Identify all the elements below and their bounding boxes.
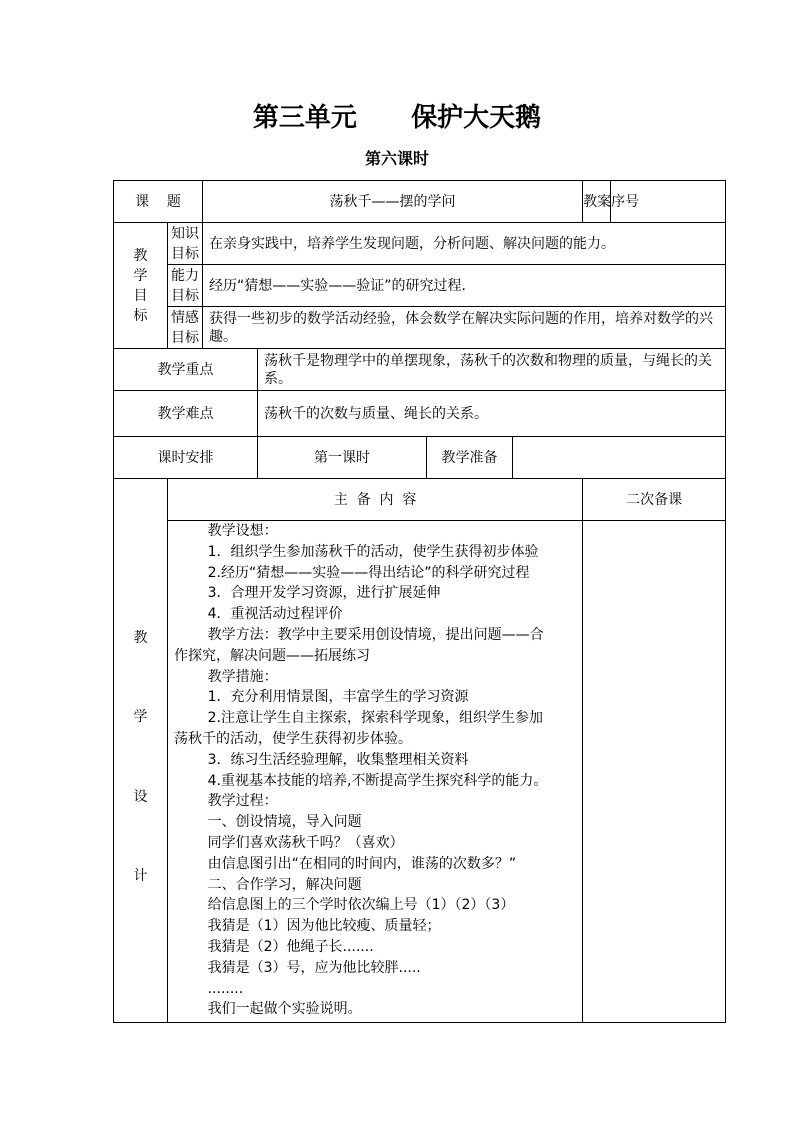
main-content-header-text: 主 备 内 容	[333, 491, 417, 508]
goal-row-ability	[114, 265, 726, 307]
design-line: 1．组织学生参加荡秋千的活动，使学生获得初步体验	[207, 543, 539, 560]
goals-side-char: 教	[133, 247, 148, 264]
goal-row-knowledge	[114, 223, 726, 265]
design-line: 教学方法：教学中主要采用创设情境，提出问题——合	[207, 626, 544, 643]
goals-side-char: 目	[133, 287, 148, 304]
design-line: 荡秋千的活动，使学生获得初步体验。	[174, 730, 412, 747]
design-body-row	[114, 521, 726, 1023]
design-line: 教学措施：	[207, 668, 278, 685]
design-line: 2.注意让学生自主探索，探索科学现象，组织学生参加	[207, 710, 543, 727]
topic-row	[114, 181, 726, 223]
design-line: 我猜是（1）因为他比较瘦、质量轻；	[207, 918, 441, 935]
page-subtitle: 第六课时	[364, 149, 429, 168]
schedule-label: 课时安排	[114, 437, 258, 479]
schedule-row	[114, 437, 726, 479]
main-content-body	[168, 521, 583, 1023]
design-line: 给信息图上的三个学时依次编上号（1）（2）（3）	[207, 897, 515, 914]
schedule-value: 第一课时	[258, 437, 427, 479]
design-lines	[174, 521, 576, 1020]
design-line: 一、创设情境，导入问题	[207, 814, 362, 831]
key-text: 荡秋千是物理学中的单摆现象，荡秋千的次数和物理的质量，与绳长的关系。	[258, 349, 726, 391]
goal-text-ability: 经历“猜想——实验——验证”的研究过程.	[203, 265, 726, 307]
goals-side-char: 学	[133, 267, 148, 284]
goal-label-line: 目标	[171, 329, 200, 346]
design-line: 4.重视基本技能的培养,不断提高学生探究科学的能力。	[207, 772, 548, 789]
goal-label-knowledge	[168, 223, 203, 265]
design-line: 同学们喜欢荡秋千吗？（喜欢）	[207, 834, 404, 851]
main-content-header	[168, 479, 583, 521]
design-line: 3．合理开发学习资源，进行扩展延伸	[207, 585, 441, 602]
seq-label-text: 教案序号	[583, 193, 640, 210]
second-prep-body	[583, 521, 726, 1023]
seq-label	[583, 181, 640, 223]
second-prep-header: 二次备课	[583, 479, 726, 521]
design-line: 我们一起做个实验说明。	[207, 1001, 362, 1018]
design-line: 我猜是（3）号，应为他比较胖.....	[207, 959, 421, 976]
goal-row-emotion	[114, 307, 726, 349]
goal-text-knowledge: 在亲身实践中，培养学生发现问题，分析问题、解决问题的能力。	[203, 223, 726, 265]
design-line: 二、合作学习，解决问题	[207, 876, 362, 893]
goal-label-line: 情感	[171, 309, 200, 326]
goal-label-line: 知识	[171, 225, 200, 242]
goals-side-label	[114, 223, 168, 349]
design-line: 1．充分利用情景图，丰富学生的学习资源	[207, 689, 469, 706]
prep-label: 教学准备	[427, 437, 513, 479]
goals-side-char: 标	[133, 307, 148, 324]
design-side-char: 计	[133, 867, 148, 884]
design-line: 由信息图引出“在相同的时间内，谁荡的次数多？”	[207, 855, 517, 872]
prep-value	[513, 437, 726, 479]
design-side-char: 教	[133, 630, 148, 647]
design-line: ........	[207, 980, 244, 997]
difficulty-text: 荡秋千的次数与质量、绳长的关系。	[258, 391, 726, 437]
topic-label-text: 课 题	[135, 193, 181, 210]
goal-label-line: 目标	[171, 245, 200, 262]
design-line: 4．重视活动过程评价	[207, 606, 343, 623]
design-side-label	[114, 479, 168, 1023]
goal-label-emotion	[168, 307, 203, 349]
key-row	[114, 349, 726, 391]
design-header-row	[114, 479, 726, 521]
goal-label-line: 能力	[171, 267, 200, 284]
goal-text-emotion: 获得一些初步的数学活动经验，体会数学在解决实际问题的作用，培养对数学的兴趣。	[203, 307, 726, 349]
difficulty-label: 教学难点	[114, 391, 258, 437]
topic-value: 荡秋千——摆的学问	[203, 181, 583, 223]
lesson-plan-table	[113, 180, 726, 1023]
design-line: 作探究，解决问题——拓展练习	[174, 647, 370, 664]
goal-label-ability	[168, 265, 203, 307]
design-side-char: 学	[133, 709, 148, 726]
design-side-char: 设	[133, 788, 148, 805]
topic-label	[114, 181, 203, 223]
design-line: 3．练习生活经验理解，收集整理相关资料	[207, 751, 469, 768]
key-label: 教学重点	[114, 349, 258, 391]
difficulty-row	[114, 391, 726, 437]
page-title: 第三单元 保护大天鹅	[252, 103, 542, 133]
design-line: 2.经历“猜想——实验——得出结论”的科学研究过程	[207, 564, 530, 581]
design-line: 教学设想：	[207, 523, 278, 539]
goal-label-line: 目标	[171, 287, 200, 304]
design-line: 教学过程：	[207, 793, 278, 810]
design-line: 我猜是（2）他绳子长.......	[207, 938, 374, 955]
